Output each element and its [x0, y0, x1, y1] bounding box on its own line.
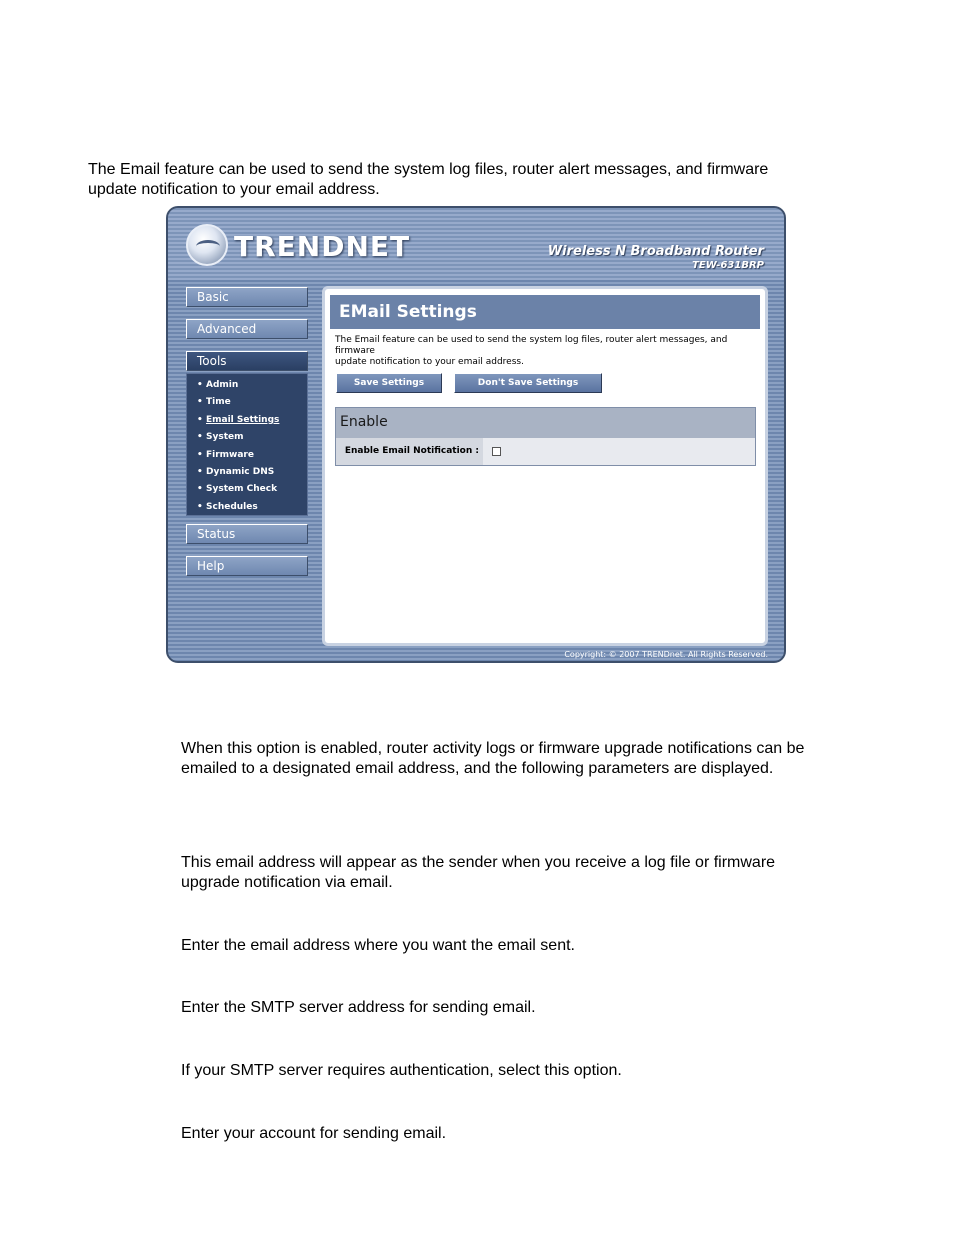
submenu-item-schedules[interactable]: • Schedules — [197, 499, 307, 516]
content-panel — [322, 286, 768, 646]
enable-email-checkbox[interactable] — [492, 447, 501, 456]
nav-advanced-button[interactable]: Advanced — [186, 319, 308, 339]
router-footer — [168, 647, 784, 661]
submenu-item-dynamic-dns[interactable]: • Dynamic DNS — [197, 464, 307, 481]
copyright-text: Copyright: © 2007 TRENDnet. All Rights Reserved. — [564, 650, 768, 659]
intro-line-2: update notification to your email address. — [88, 181, 380, 198]
enable-email-cell — [483, 438, 755, 465]
router-header — [168, 208, 784, 280]
nav-status-button[interactable]: Status — [186, 524, 308, 544]
page-description — [335, 335, 755, 368]
page-description-line-2: update notification to your email address. — [335, 357, 524, 367]
submenu-item-admin[interactable]: • Admin — [197, 377, 307, 394]
submenu-item-firmware[interactable]: • Firmware — [197, 447, 307, 464]
product-name: Wireless N Broadband Router — [547, 244, 764, 259]
save-settings-button[interactable]: Save Settings — [336, 373, 442, 393]
from-desc-line-1: This email address will appear as the sender when you receive a log file or firmware — [181, 854, 776, 871]
trendnet-logo-icon — [186, 224, 228, 266]
auth-desc: If your SMTP server requires authentication, select this option. — [181, 1062, 622, 1079]
page-title: EMail Settings — [330, 295, 760, 329]
submenu-item-system-check[interactable]: • System Check — [197, 481, 307, 498]
product-model: TEW-631BRP — [692, 260, 764, 271]
nav-tools-button[interactable]: Tools — [186, 351, 308, 371]
submenu-item-email-settings[interactable]: • Email Settings — [197, 412, 307, 429]
intro-line-1: The Email feature can be used to send the system log files, router alert messages, and firmware — [88, 161, 769, 178]
nav-basic-button[interactable]: Basic — [186, 287, 308, 307]
submenu-item-system[interactable]: • System — [197, 429, 307, 446]
enable-email-row — [336, 438, 755, 465]
enable-section-header: Enable — [336, 408, 755, 439]
router-screenshot — [166, 206, 786, 663]
enable-desc-line-2: emailed to a designated email address, and the following parameters are displayed. — [181, 760, 774, 777]
smtp-desc: Enter the SMTP server address for sending email. — [181, 999, 536, 1016]
page-description-line-1: The Email feature can be used to send the system log files, router alert messages, and firmware — [335, 335, 728, 356]
enable-section — [335, 407, 756, 466]
brand-logo-text: TRENDNET — [234, 230, 411, 263]
enable-email-label: Enable Email Notification : — [344, 446, 479, 456]
submenu-item-time[interactable]: • Time — [197, 394, 307, 411]
enable-desc-line-1: When this option is enabled, router activity logs or firmware upgrade notifications can be — [181, 740, 805, 757]
tools-submenu — [186, 373, 308, 516]
nav-help-button[interactable]: Help — [186, 556, 308, 576]
from-desc-line-2: upgrade notification via email. — [181, 874, 393, 891]
dont-save-settings-button[interactable]: Don't Save Settings — [454, 373, 602, 393]
to-desc: Enter the email address where you want the email sent. — [181, 937, 575, 954]
account-desc: Enter your account for sending email. — [181, 1125, 447, 1142]
